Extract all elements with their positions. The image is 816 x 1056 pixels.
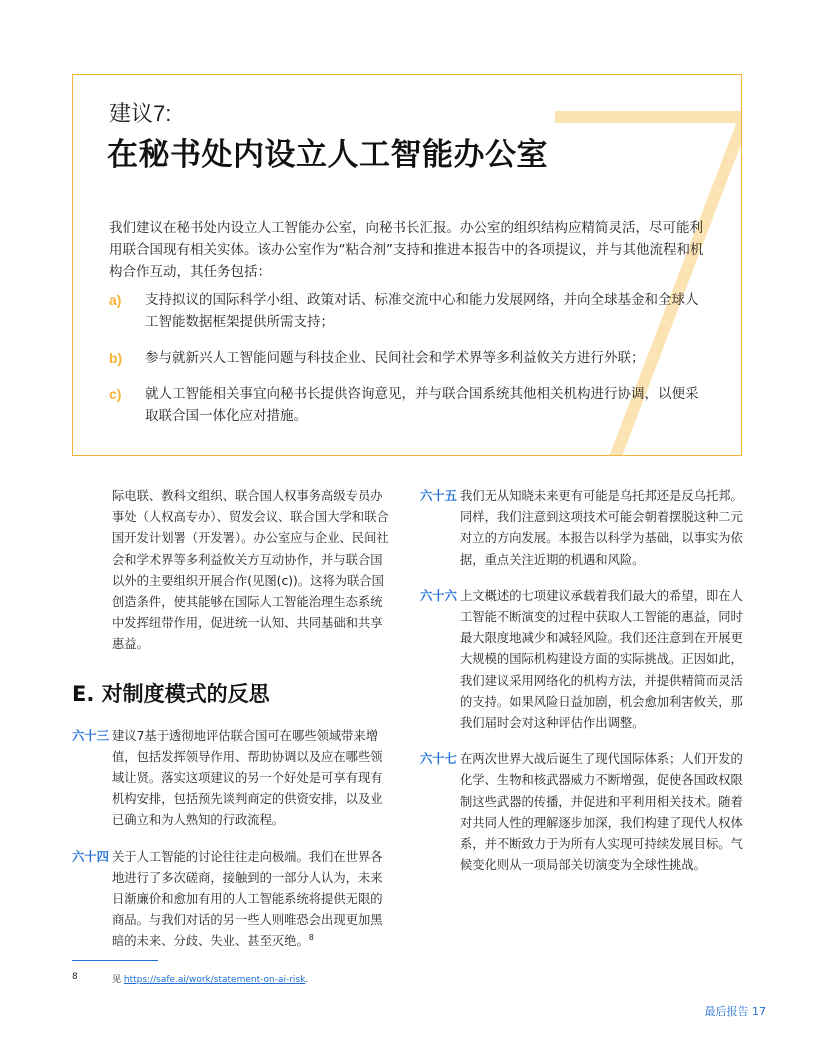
footnote-number: 8 bbox=[72, 972, 78, 982]
list-marker: b) bbox=[109, 350, 123, 366]
footnote-divider bbox=[72, 960, 158, 961]
paragraph-number: 六十三 bbox=[72, 728, 109, 743]
paragraph-text: 我们无从知晓未来更有可能是乌托邦还是反乌托邦。同样，我们注意到这项技术可能会朝着摆脱这种二元对立的方向发展。本报告以科学为基础，以事实为依据，重点关注近期的机遇和风险。 bbox=[460, 489, 743, 567]
paragraph-text: 上文概述的七项建议承载着我们最大的希望，即在人工智能不断演变的过程中获取人工智能的惠益，同时最大限度地减少和减轻风险。我们还注意到在开展更大规模的国际机构建设方面的实际挑战。正因如此，我们建议采用网络化的机构方法，并提供精简而灵活的支持。如果风险日益加剧，机会愈加利害攸关，那我们届时会对这种评估作出调整。 bbox=[460, 588, 743, 731]
list-marker: c) bbox=[109, 386, 122, 402]
recommendation-intro: 我们建议在秘书处内设立人工智能办公室，向秘书长汇报。办公室的组织结构应精简灵活，尽可能利用联合国现有相关实体。该办公室作为“粘合剂”支持和推进本报告中的各项提议，并与其他流程和机构合作互动，其任务包括： bbox=[109, 220, 704, 280]
list-item bbox=[109, 347, 709, 369]
numbered-paragraph bbox=[72, 726, 392, 832]
continuation-paragraph: 际电联、教科文组织、联合国人权事务高级专员办事处（人权高专办）、贸发会议、联合国大学和联合国开发计划署（开发署）。办公室应与企业、民间社会和学术界等多利益攸关方互动协作，并与联合国以外的主要组织开展合作(见图(c))。这将为联合国创造条件，使其能够在国际人工智能治理生态系统中发挥纽带作用，促进统一认知、共同基础和共享惠益。 bbox=[112, 489, 389, 652]
footnote bbox=[72, 972, 308, 985]
paragraph-number: 六十五 bbox=[420, 489, 457, 503]
list-item bbox=[109, 383, 709, 427]
recommendation-label: 建议7: bbox=[109, 101, 172, 126]
list-item-text: 参与就新兴人工智能问题与科技企业、民间社会和学术界等多利益攸关方进行外联； bbox=[145, 350, 645, 366]
footnote-suffix: . bbox=[305, 975, 309, 985]
list-item-text: 支持拟议的国际科学小组、政策对话、标准交流中心和能力发展网络，并向全球基金和全球人工智能数据框架提供所需支持； bbox=[145, 292, 699, 330]
paragraph-text: 建议7基于透彻地评估联合国可在哪些领域带来增值，包括发挥领导作用、帮助协调以及应在哪些领域让贤。落实这项建议的另一个好处是可享有现有机构安排，包括预先谈判商定的供资安排，以及业已确立和为人熟知的行政流程。 bbox=[112, 728, 383, 828]
recommendation-box bbox=[72, 74, 742, 456]
footnote-prefix: 见 bbox=[112, 975, 124, 985]
footnote-link[interactable]: https://safe.ai/work/statement-on-ai-risk bbox=[123, 975, 306, 985]
numbered-paragraph bbox=[420, 586, 746, 734]
numbered-paragraph bbox=[420, 749, 746, 876]
footnote-text bbox=[112, 972, 308, 985]
footnote-reference[interactable]: 8 bbox=[308, 933, 314, 943]
list-marker: a) bbox=[109, 292, 122, 308]
recommendation-title: 在秘书处内设立人工智能办公室 bbox=[107, 137, 548, 173]
page-footer: 最后报告 17 bbox=[704, 1005, 766, 1018]
list-item bbox=[109, 289, 709, 333]
recommendation-list bbox=[109, 289, 709, 441]
paragraph-text bbox=[112, 847, 392, 953]
list-item-text: 就人工智能相关事宜向秘书长提供咨询意见，并与联合国系统其他相关机构进行协调，以便采取联合国一体化应对措施。 bbox=[145, 386, 699, 424]
numbered-paragraph bbox=[72, 847, 392, 953]
numbered-paragraph bbox=[420, 486, 746, 571]
paragraph-number: 六十六 bbox=[420, 588, 457, 603]
paragraph-number: 六十七 bbox=[420, 752, 457, 767]
left-column bbox=[72, 486, 392, 968]
paragraph-number: 六十四 bbox=[72, 849, 109, 864]
right-column bbox=[420, 486, 746, 891]
paragraph-text: 在两次世界大战后诞生了现代国际体系；人们开发的化学、生物和核武器威力不断增强，促使各国政权限制这些武器的传播，并促进和平利用相关技术。随着对共同人性的理解逐步加深，我们构建了现代人权体系，并不断致力于为所有人实现可持续发展目标。气候变化则从一项局部关切演变为全球性挑战。 bbox=[460, 752, 743, 873]
paragraph-body: 关于人工智能的讨论往往走向极端。我们在世界各地进行了多次磋商，接触到的一部分人认为，未来日渐廉价和愈加有用的人工智能系统将提供无限的商品。与我们对话的另一些人则唯恐会出现更加黑暗的未来、分歧、失业、甚至灭绝。 bbox=[112, 849, 383, 949]
section-heading: E. 对制度模式的反思 bbox=[72, 681, 270, 706]
